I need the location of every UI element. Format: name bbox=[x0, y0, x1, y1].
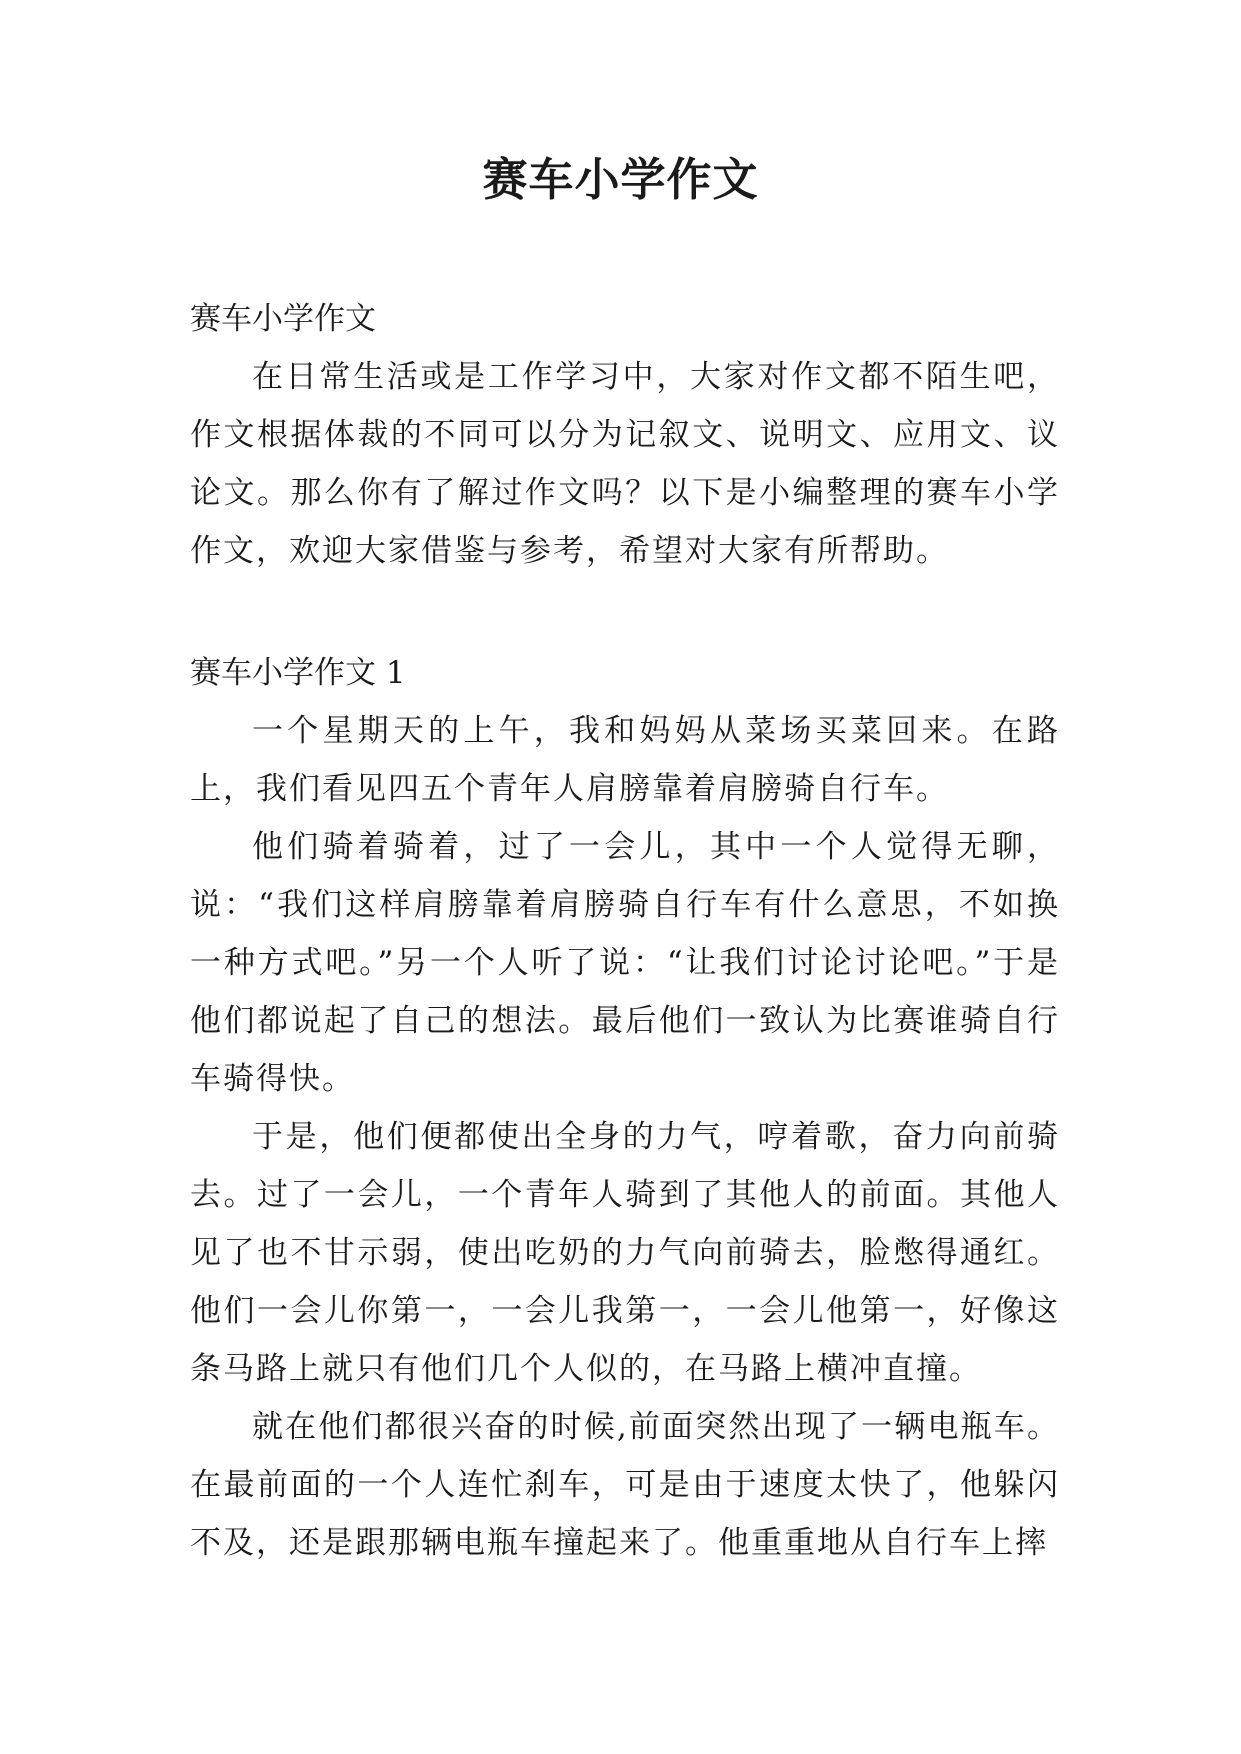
section-1-paragraph: 一个星期天的上午，我和妈妈从菜场买菜回来。在路上，我们看见四五个青年人肩膀靠着肩膀骑自行车。 bbox=[190, 713, 1060, 807]
intro-heading: 赛车小学作文 bbox=[190, 301, 376, 337]
section-1-paragraph: 就在他们都很兴奋的时候,前面突然出现了一辆电瓶车。在最前面的一个人连忙刹车，可是由于速度太快了，他躲闪不及，还是跟那辆电瓶车撞起来了。他重重地从自行车上摔 bbox=[190, 1409, 1060, 1561]
section-gap bbox=[190, 580, 1060, 638]
section-1-paragraph: 于是，他们便都使出全身的力气，哼着歌，奋力向前骑去。过了一会儿，一个青年人骑到了其他人的前面。其他人见了也不甘示弱，使出吃奶的力气向前骑去，脸憋得通红。他们一会儿你第一，一会儿我第一，一会儿他第一，好像这条马路上就只有他们几个人似的，在马路上横冲直撞。 bbox=[190, 1119, 1060, 1387]
document-title: 赛车小学作文 bbox=[482, 153, 759, 206]
intro-paragraph: 在日常生活或是工作学习中，大家对作文都不陌生吧，作文根据体裁的不同可以分为记叙文、说明文、应用文、议论文。那么你有了解过作文吗？以下是小编整理的赛车小学作文，欢迎大家借鉴与参考，希望对大家有所帮助。 bbox=[190, 359, 1060, 569]
section-1-heading: 赛车小学作文 1 bbox=[190, 655, 406, 691]
document-body bbox=[190, 290, 1060, 1572]
section-1-paragraph: 他们骑着骑着，过了一会儿，其中一个人觉得无聊，说：“我们这样肩膀靠着肩膀骑自行车有什么意思，不如换一种方式吧。”另一个人听了说：“让我们讨论讨论吧。”于是他们都说起了自己的想法。最后他们一致认为比赛谁骑自行车骑得快。 bbox=[190, 829, 1060, 1097]
